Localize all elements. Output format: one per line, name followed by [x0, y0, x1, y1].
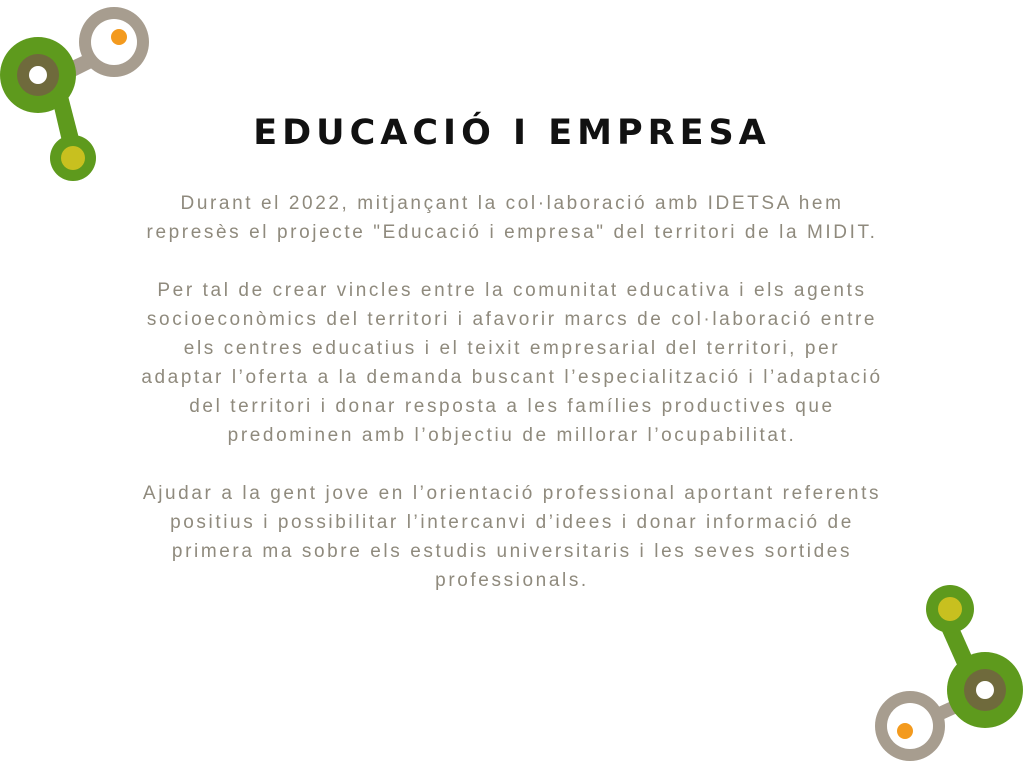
- paragraph: Durant el 2022, mitjançant la col·laboració amb IDETSA hem represès el projecte "Educació i empresa" del territori de la MIDIT.: [146, 193, 878, 243]
- white-dot: [29, 66, 47, 84]
- white-dot: [976, 681, 994, 699]
- molecule-decoration-top-left: [0, 0, 160, 190]
- body-text: [140, 189, 884, 595]
- orange-dot: [111, 29, 127, 45]
- page-title: EDUCACIÓ I EMPRESA: [253, 113, 771, 153]
- molecule-decoration-bottom-right: [868, 580, 1024, 768]
- yellow-dot: [938, 597, 962, 621]
- paragraph: Ajudar a la gent jove en l’orientació professional aportant referents positius i possibilitar l’intercanvi d’idees i donar informació de primera ma sobre els estudis universitaris i les seves sortides professionals.: [142, 483, 882, 591]
- paragraph: Per tal de crear vincles entre la comunitat educativa i els agents socioeconòmics del territori i afavorir marcs de col·laboració entre els centres educatius i el teixit empresarial del territori, per adaptar l’oferta a la demanda buscant l’especialització i l’adaptació del territori i donar resposta a les famílies productives que predominen amb l’objectiu de millorar l’ocupabilitat.: [141, 280, 883, 446]
- orange-dot: [897, 723, 913, 739]
